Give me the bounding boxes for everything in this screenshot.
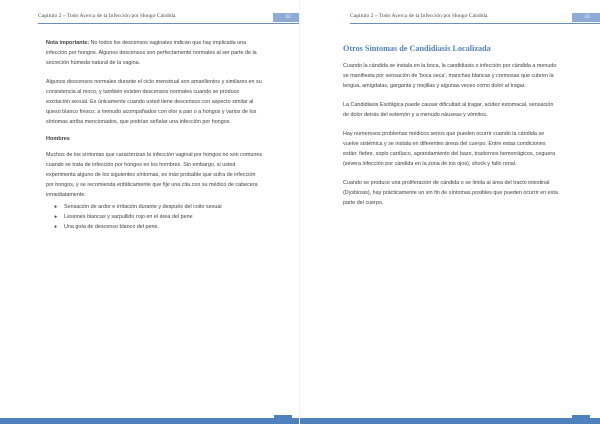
bullet-icon: ● <box>54 204 58 210</box>
left-page-number: 32 <box>273 13 303 22</box>
paragraph-men-symptoms: Muchos de los síntomas que caracterizan la infección vaginal por hongos no son comunes cuando se trata de infección por hongos en los hombres. Sin embargo, si usted experimenta alguno de los siguientes síntomas, es más probable que sufra de infección por hongos, y se recomienda enfáticamente que fije una cita con su médico de cabecera inmediatamente. <box>46 152 263 198</box>
list-item-text: Lesiones blancas y sarpullido rojo en el área del pene <box>64 214 193 220</box>
right-footer-tab <box>572 415 590 418</box>
list-item <box>46 212 264 222</box>
note-label: Nota importante: <box>46 40 90 46</box>
right-page-body <box>343 44 558 217</box>
list-item-text: Sensación de ardor e irritación durante y después del coito sexual <box>64 204 222 210</box>
list-item <box>46 222 264 232</box>
paragraph-oral-candidiasis: Cuando la cándida se instala en la boca, la candidiasis o infección por cándida a menudo se manifiesta por sensación de 'boca seca', manchas blancas y cremosas que cubren la lengua, amígdalas, garganta y mejillas y algunas veces como dolor al tragar. <box>343 63 557 89</box>
paragraph-esophageal-candidiasis: La Candidiasis Esofágica puede causar dificultad al tragar, acidez estomacal, sensación de dolor detrás del esternón y a menudo náuseas y vómitos. <box>343 102 554 118</box>
paragraph-intestinal-candidiasis: Cuando se produce una proliferación de cándida o se limita al área del tracto intestinal (Dysbiosis), hay prácticamente un sin fin de síntomas posibles que pueden ocurrir en esta parte del cuerpo. <box>343 180 558 206</box>
left-header-title: Capitulo 2 – Todo Acerca de la Infección por Hongo Cándida <box>38 13 176 19</box>
left-header-rule <box>38 23 303 24</box>
bullet-icon: ● <box>54 224 58 230</box>
right-page-number: 33 <box>572 13 600 22</box>
right-header-title: Capitulo 2 – Todo Acerca de la Infección por Hongo Cándida <box>350 13 488 19</box>
important-note <box>46 38 264 68</box>
right-page-footer-bar <box>300 418 600 424</box>
left-page-footer-bar <box>0 418 300 424</box>
left-page-body <box>46 38 264 232</box>
bullet-icon: ● <box>54 214 58 220</box>
paragraph-systemic-candidiasis: Hay numerosos problemas médicos serios que pueden ocurrir cuando la cándida se vuelve sistémica y se instala en diferentes áreas del cuerpo. Entre estas condiciones están: fiebre, soplo cardíaco, agrandamiento del bazo, trastornos hemorrágicos, ceguera (severa infección por cándida en la zona de los ojos), shock y fallo renal. <box>343 131 556 167</box>
men-symptoms-list <box>46 202 264 232</box>
paragraph-normal-discharge: Algunos descensos normales durante el ciclo menstrual son amarillentos y similares en su consistencia al moco, y también existen descensos normales cuando se produce excitación sexual. Es únicamente cuando usted tiene descensos con aspecto similar al queso blanco fresco, a menudo acompañados con olor a pan o a hongos y varios de los síntomas arriba mencionados, que podrían señalar una infección por hongos. <box>46 79 262 125</box>
right-page <box>300 0 600 424</box>
men-subheading: Hombres <box>46 136 70 142</box>
right-header-rule <box>350 23 600 24</box>
list-item <box>46 202 264 212</box>
note-text: No todos los descensos vaginales indican que hay implicada una infección por hongos. Algunos descensos son perfectamente normales al ser parte de la secreción húmeda natural de la vagina. <box>46 40 257 66</box>
section-title: Otros Síntomas de Candidiasis Localizada <box>343 44 491 53</box>
list-item-text: Una gota de descenso blanco del pene. <box>64 224 160 230</box>
left-footer-tab <box>274 415 292 418</box>
